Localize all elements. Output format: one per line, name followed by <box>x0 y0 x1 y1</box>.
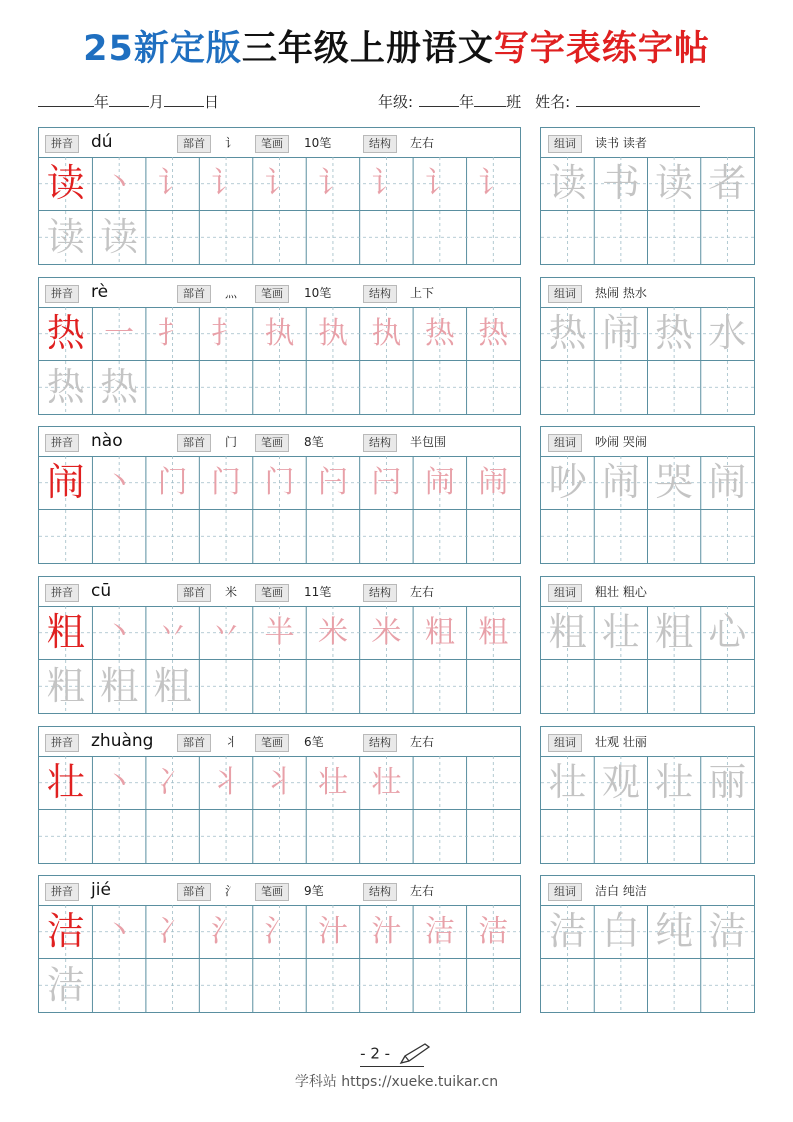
words-header <box>541 727 754 757</box>
model-character: 洁 <box>46 909 85 953</box>
practice-cell[interactable] <box>39 756 92 809</box>
class-blank[interactable] <box>474 91 506 107</box>
character-info-header <box>39 876 520 906</box>
strokes-value: 6笔 <box>304 735 324 749</box>
structure-tag: 结构 <box>363 135 397 153</box>
pinyin-tag: 拼音 <box>45 734 79 752</box>
practice-cell[interactable] <box>701 307 754 360</box>
practice-cell[interactable] <box>594 756 647 809</box>
practice-cell[interactable] <box>39 361 92 414</box>
pinyin-tag: 拼音 <box>45 135 79 153</box>
practice-cell[interactable] <box>360 606 413 659</box>
date-line <box>38 91 219 112</box>
stroke-order-step: 讠 <box>264 166 295 201</box>
stroke-order-step: 扌 <box>157 316 188 351</box>
word-trace-character: 白 <box>601 909 640 953</box>
stroke-order-step: 门 <box>211 465 242 500</box>
practice-cell[interactable] <box>306 157 359 210</box>
footer-source: 学科站 https://xueke.tuikar.cn <box>294 1074 499 1090</box>
practice-cell[interactable] <box>199 307 252 360</box>
trace-character: 粗 <box>100 663 139 708</box>
practice-cell[interactable] <box>39 606 92 659</box>
month-blank[interactable] <box>109 91 149 107</box>
radical-value: 丬 <box>225 735 238 749</box>
word-trace-character: 壮 <box>655 760 694 804</box>
model-character: 粗 <box>46 610 85 654</box>
practice-cell[interactable] <box>701 456 754 509</box>
strokes-tag: 笔画 <box>255 135 289 153</box>
word-trace-character: 热 <box>548 311 587 355</box>
radical-tag: 部首 <box>177 135 211 153</box>
pinyin-value: rè <box>91 282 109 302</box>
character-panel <box>38 426 521 564</box>
stroke-order-step: 门 <box>157 465 188 500</box>
stroke-order-step: 闩 <box>371 465 402 500</box>
practice-cell[interactable] <box>648 307 701 360</box>
trace-character: 热 <box>46 364 85 409</box>
practice-cell[interactable] <box>541 606 594 659</box>
structure-value: 左右 <box>410 585 435 599</box>
practice-cell[interactable] <box>413 307 466 360</box>
practice-cell[interactable] <box>701 756 754 809</box>
practice-cell[interactable] <box>199 606 252 659</box>
character-info-header <box>39 278 520 308</box>
practice-cell[interactable] <box>541 157 594 210</box>
strokes-tag: 笔画 <box>255 734 289 752</box>
stroke-order-step: 壮 <box>317 765 348 800</box>
structure-value: 左右 <box>410 136 435 150</box>
word-trace-character: 丽 <box>708 760 747 804</box>
practice-cell[interactable] <box>306 905 359 958</box>
practice-cell[interactable] <box>199 157 252 210</box>
practice-cell[interactable] <box>92 307 145 360</box>
pinyin-tag: 拼音 <box>45 584 79 602</box>
character-panel <box>38 277 521 415</box>
practice-cell[interactable] <box>199 456 252 509</box>
words-tag: 组词 <box>548 584 582 602</box>
practice-cell[interactable] <box>92 905 145 958</box>
stroke-order-step: 粗 <box>478 615 509 650</box>
structure-value: 半包围 <box>410 435 447 449</box>
structure-tag: 结构 <box>363 734 397 752</box>
practice-cell[interactable] <box>701 157 754 210</box>
character-panel <box>38 875 521 1013</box>
words-header <box>541 278 754 308</box>
character-info-header <box>39 727 520 757</box>
words-value: 洁白 纯洁 <box>595 884 647 898</box>
page-number-underline <box>360 1066 424 1067</box>
words-panel <box>540 127 755 265</box>
practice-cell[interactable] <box>413 157 466 210</box>
pinyin-tag: 拼音 <box>45 285 79 303</box>
words-panel <box>540 426 755 564</box>
stroke-order-step: 丶 <box>104 914 135 949</box>
structure-tag: 结构 <box>363 285 397 303</box>
stroke-order-step: 冫 <box>157 765 188 800</box>
page-number-text: - 2 - <box>360 1044 391 1063</box>
strokes-value: 10笔 <box>304 136 332 150</box>
words-value: 壮观 壮丽 <box>595 735 647 749</box>
radical-value: 米 <box>225 585 238 599</box>
page-number <box>0 1041 793 1067</box>
practice-cell[interactable] <box>594 606 647 659</box>
practice-cell[interactable] <box>306 456 359 509</box>
pinyin-value: dú <box>91 132 113 152</box>
practice-cell[interactable] <box>253 905 306 958</box>
stroke-order-step: 半 <box>264 615 295 650</box>
practice-row <box>0 127 793 265</box>
practice-cell[interactable] <box>467 905 520 958</box>
radical-tag: 部首 <box>177 285 211 303</box>
practice-cell[interactable] <box>541 456 594 509</box>
character-info-header <box>39 128 520 158</box>
words-panel <box>540 726 755 864</box>
grade-label: 年级: <box>378 93 414 111</box>
stroke-order-step: 讠 <box>424 166 455 201</box>
word-trace-character: 闹 <box>601 460 640 504</box>
practice-cell[interactable] <box>146 456 199 509</box>
practice-cell[interactable] <box>92 157 145 210</box>
words-tag: 组词 <box>548 285 582 303</box>
practice-cell[interactable] <box>360 456 413 509</box>
practice-cell[interactable] <box>253 307 306 360</box>
strokes-tag: 笔画 <box>255 434 289 452</box>
year-label: 年 <box>94 93 110 111</box>
stroke-order-step: 讠 <box>211 166 242 201</box>
practice-cell[interactable] <box>253 756 306 809</box>
practice-cell[interactable] <box>467 456 520 509</box>
structure-tag: 结构 <box>363 584 397 602</box>
pinyin-value: jié <box>91 880 111 900</box>
day-blank[interactable] <box>164 91 204 107</box>
word-trace-character: 观 <box>601 760 640 804</box>
practice-cell[interactable] <box>92 660 145 713</box>
practice-cell[interactable] <box>39 157 92 210</box>
radical-value: 门 <box>225 435 238 449</box>
grade-year-label: 年 <box>459 93 475 111</box>
strokes-tag: 笔画 <box>255 883 289 901</box>
words-tag: 组词 <box>548 734 582 752</box>
word-trace-character: 洁 <box>548 909 587 953</box>
character-panel <box>38 576 521 714</box>
stroke-order-step: 丬 <box>211 765 242 800</box>
stroke-order-step: 氵 <box>264 914 295 949</box>
character-info-header <box>39 577 520 607</box>
stroke-order-step: 热 <box>424 316 455 351</box>
words-value: 吵闹 哭闹 <box>595 435 647 449</box>
stroke-order-step: 汁 <box>371 914 402 949</box>
practice-cell[interactable] <box>146 756 199 809</box>
word-trace-character: 闹 <box>601 311 640 355</box>
day-label: 日 <box>204 93 220 111</box>
trace-character: 读 <box>46 214 85 259</box>
word-trace-character: 闹 <box>708 460 747 504</box>
words-header <box>541 427 754 457</box>
stroke-order-step: 米 <box>371 615 402 650</box>
practice-cell[interactable] <box>39 211 92 264</box>
radical-tag: 部首 <box>177 734 211 752</box>
practice-row <box>0 277 793 415</box>
practice-cell[interactable] <box>701 606 754 659</box>
trace-character: 读 <box>100 214 139 259</box>
word-trace-character: 哭 <box>655 460 694 504</box>
stroke-order-step: 壮 <box>371 765 402 800</box>
stroke-order-step: 丷 <box>157 615 188 650</box>
year-blank[interactable] <box>38 91 94 107</box>
practice-cell[interactable] <box>39 905 92 958</box>
stroke-order-step: 闹 <box>478 465 509 500</box>
title-subject: 写字表练字帖 <box>493 29 710 69</box>
stroke-order-step: 讠 <box>478 166 509 201</box>
pinyin-value: cū <box>91 581 112 601</box>
stroke-order-step: 门 <box>264 465 295 500</box>
practice-cell[interactable] <box>594 456 647 509</box>
stroke-order-step: 丶 <box>104 465 135 500</box>
words-tag: 组词 <box>548 135 582 153</box>
practice-cell[interactable] <box>146 606 199 659</box>
stroke-order-step: 冫 <box>157 914 188 949</box>
practice-cell[interactable] <box>467 157 520 210</box>
practice-cell[interactable] <box>648 905 701 958</box>
word-trace-character: 热 <box>655 311 694 355</box>
month-label: 月 <box>149 93 165 111</box>
words-tag: 组词 <box>548 883 582 901</box>
strokes-value: 10笔 <box>304 286 332 300</box>
word-trace-character: 粗 <box>548 610 587 654</box>
practice-row <box>0 726 793 864</box>
practice-cell[interactable] <box>92 606 145 659</box>
structure-value: 左右 <box>410 884 435 898</box>
practice-cell[interactable] <box>306 307 359 360</box>
character-info-header <box>39 427 520 457</box>
practice-cell[interactable] <box>146 307 199 360</box>
strokes-value: 8笔 <box>304 435 324 449</box>
practice-cell[interactable] <box>467 307 520 360</box>
strokes-tag: 笔画 <box>255 285 289 303</box>
practice-cell[interactable] <box>306 606 359 659</box>
word-trace-character: 壮 <box>601 610 640 654</box>
stroke-order-step: 执 <box>371 316 402 351</box>
words-tag: 组词 <box>548 434 582 452</box>
practice-cell[interactable] <box>541 905 594 958</box>
practice-cell[interactable] <box>594 157 647 210</box>
student-info-line <box>378 91 700 112</box>
stroke-order-step: 丶 <box>104 166 135 201</box>
words-value: 读书 读者 <box>595 136 647 150</box>
word-trace-character: 粗 <box>655 610 694 654</box>
practice-row <box>0 576 793 714</box>
stroke-order-step: 执 <box>264 316 295 351</box>
character-panel <box>38 127 521 265</box>
practice-cell[interactable] <box>39 660 92 713</box>
word-trace-character: 洁 <box>708 909 747 953</box>
trace-character: 粗 <box>153 663 192 708</box>
stroke-order-step: 粗 <box>424 615 455 650</box>
radical-tag: 部首 <box>177 584 211 602</box>
pen-icon <box>397 1041 433 1067</box>
radical-value: 讠 <box>225 136 238 150</box>
word-trace-character: 心 <box>708 610 747 654</box>
practice-cell[interactable] <box>92 211 145 264</box>
radical-tag: 部首 <box>177 883 211 901</box>
practice-cell[interactable] <box>594 905 647 958</box>
strokes-tag: 笔画 <box>255 584 289 602</box>
model-character: 读 <box>46 161 85 205</box>
words-panel <box>540 576 755 714</box>
stroke-order-step: 洁 <box>478 914 509 949</box>
stroke-order-step: 闹 <box>424 465 455 500</box>
practice-cell[interactable] <box>360 157 413 210</box>
model-character: 热 <box>46 311 85 355</box>
trace-character: 热 <box>100 364 139 409</box>
practice-cell[interactable] <box>413 606 466 659</box>
word-trace-character: 水 <box>708 311 747 355</box>
practice-cell[interactable] <box>39 307 92 360</box>
page-title <box>0 26 793 72</box>
stroke-order-step: 执 <box>317 316 348 351</box>
practice-cell[interactable] <box>39 959 92 1012</box>
trace-character: 粗 <box>46 663 85 708</box>
word-trace-character: 纯 <box>655 909 694 953</box>
word-trace-character: 壮 <box>548 760 587 804</box>
structure-value: 上下 <box>410 286 435 300</box>
word-trace-character: 书 <box>601 161 640 205</box>
class-label: 班 <box>506 93 522 111</box>
practice-cell[interactable] <box>360 756 413 809</box>
radical-value: 灬 <box>225 286 238 300</box>
practice-cell[interactable] <box>594 307 647 360</box>
practice-cell[interactable] <box>146 905 199 958</box>
stroke-order-step: 热 <box>478 316 509 351</box>
stroke-order-step: 丶 <box>104 765 135 800</box>
words-value: 粗壮 粗心 <box>595 585 647 599</box>
character-panel <box>38 726 521 864</box>
stroke-order-step: 洁 <box>424 914 455 949</box>
stroke-order-step: 讠 <box>371 166 402 201</box>
practice-cell[interactable] <box>39 456 92 509</box>
stroke-order-step: 讠 <box>317 166 348 201</box>
practice-cell[interactable] <box>541 756 594 809</box>
strokes-value: 11笔 <box>304 585 332 599</box>
practice-cell[interactable] <box>199 756 252 809</box>
model-character: 壮 <box>46 760 85 804</box>
words-panel <box>540 277 755 415</box>
structure-tag: 结构 <box>363 883 397 901</box>
stroke-order-step: 扌 <box>211 316 242 351</box>
structure-tag: 结构 <box>363 434 397 452</box>
pinyin-tag: 拼音 <box>45 434 79 452</box>
word-trace-character: 吵 <box>548 460 587 504</box>
practice-cell[interactable] <box>253 606 306 659</box>
practice-cell[interactable] <box>648 456 701 509</box>
practice-cell[interactable] <box>92 456 145 509</box>
practice-cell[interactable] <box>648 756 701 809</box>
practice-cell[interactable] <box>146 157 199 210</box>
words-header <box>541 577 754 607</box>
practice-cell[interactable] <box>413 456 466 509</box>
practice-cell[interactable] <box>92 756 145 809</box>
practice-cell[interactable] <box>306 756 359 809</box>
model-character: 闹 <box>46 460 85 504</box>
practice-cell[interactable] <box>360 905 413 958</box>
stroke-order-step: 米 <box>317 615 348 650</box>
strokes-value: 9笔 <box>304 884 324 898</box>
practice-cell[interactable] <box>541 307 594 360</box>
radical-value: 氵 <box>225 884 238 898</box>
stroke-order-step: 汁 <box>317 914 348 949</box>
words-panel <box>540 875 755 1013</box>
pinyin-value: zhuàng <box>91 731 154 751</box>
words-header <box>541 876 754 906</box>
title-grade: 三年级上册语文 <box>241 29 494 69</box>
practice-cell[interactable] <box>253 157 306 210</box>
word-trace-character: 读 <box>655 161 694 205</box>
practice-row <box>0 426 793 564</box>
structure-value: 左右 <box>410 735 435 749</box>
trace-character: 洁 <box>46 962 85 1007</box>
stroke-order-step: 讠 <box>157 166 188 201</box>
practice-cell[interactable] <box>413 905 466 958</box>
practice-cell[interactable] <box>146 660 199 713</box>
practice-cell[interactable] <box>701 905 754 958</box>
stroke-order-step: 丷 <box>211 615 242 650</box>
radical-tag: 部首 <box>177 434 211 452</box>
practice-cell[interactable] <box>467 606 520 659</box>
stroke-order-step: 氵 <box>211 914 242 949</box>
grade-year-blank[interactable] <box>419 91 459 107</box>
pinyin-value: nào <box>91 431 123 451</box>
stroke-order-step: 丶 <box>104 615 135 650</box>
practice-cell[interactable] <box>648 606 701 659</box>
stroke-order-step: 闩 <box>317 465 348 500</box>
practice-row <box>0 875 793 1013</box>
practice-cell[interactable] <box>199 905 252 958</box>
stroke-order-step: 丬 <box>264 765 295 800</box>
word-trace-character: 读 <box>548 161 587 205</box>
pinyin-tag: 拼音 <box>45 883 79 901</box>
practice-cell[interactable] <box>648 157 701 210</box>
stroke-order-step: 一 <box>104 316 135 351</box>
practice-cell[interactable] <box>253 456 306 509</box>
word-trace-character: 者 <box>708 161 747 205</box>
practice-cell[interactable] <box>92 361 145 414</box>
words-header <box>541 128 754 158</box>
practice-cell[interactable] <box>360 307 413 360</box>
title-edition: 25新定版 <box>83 29 242 69</box>
name-label: 姓名: <box>535 93 571 111</box>
name-blank[interactable] <box>576 91 700 107</box>
words-value: 热闹 热水 <box>595 286 647 300</box>
